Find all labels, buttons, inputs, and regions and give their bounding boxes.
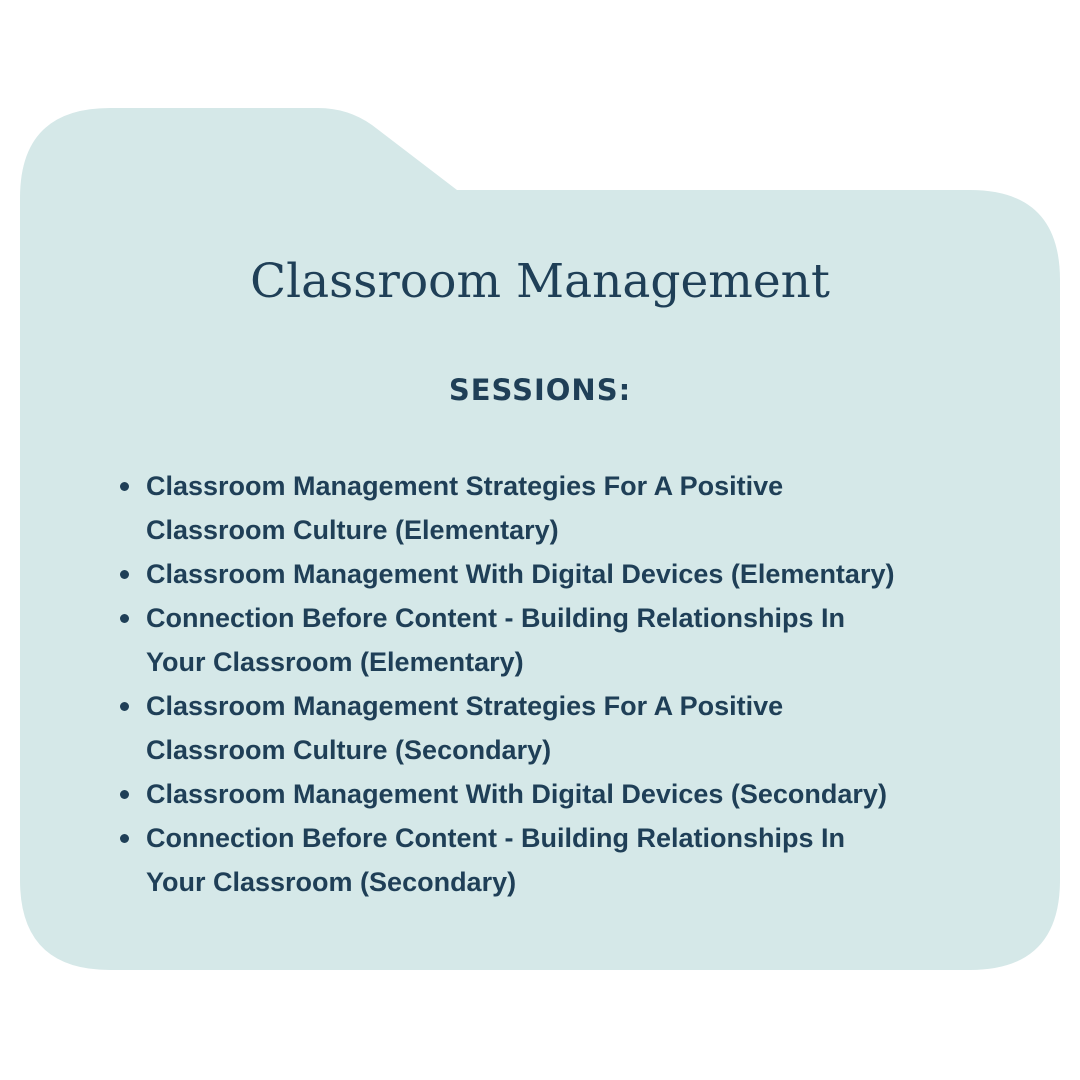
session-line: Classroom Culture (Elementary) [146, 515, 559, 545]
sessions-heading: SESSIONS: [448, 373, 632, 407]
session-line: Classroom Management With Digital Devices (Secondary) [146, 779, 887, 809]
session-line: Your Classroom (Elementary) [146, 647, 524, 677]
session-item [146, 464, 996, 552]
session-list [146, 464, 996, 904]
session-item [146, 684, 996, 772]
bullet-icon [120, 702, 129, 711]
bullet-icon [120, 790, 129, 799]
session-line: Classroom Management Strategies For A Positive [146, 691, 784, 721]
session-line: Classroom Culture (Secondary) [146, 735, 552, 765]
session-item [146, 772, 996, 816]
session-line: Classroom Management Strategies For A Positive [146, 471, 784, 501]
session-item [146, 816, 996, 904]
session-line: Connection Before Content - Building Relationships In [146, 603, 845, 633]
bullet-icon [120, 614, 129, 623]
bullet-icon [120, 482, 129, 491]
card-title: Classroom Management [250, 254, 830, 309]
folder-card [20, 190, 1060, 970]
session-item [146, 596, 996, 684]
session-line: Classroom Management With Digital Devices (Elementary) [146, 559, 895, 589]
session-line: Your Classroom (Secondary) [146, 867, 517, 897]
session-item [146, 552, 996, 596]
bullet-icon [120, 570, 129, 579]
bullet-icon [120, 834, 129, 843]
session-line: Connection Before Content - Building Relationships In [146, 823, 845, 853]
